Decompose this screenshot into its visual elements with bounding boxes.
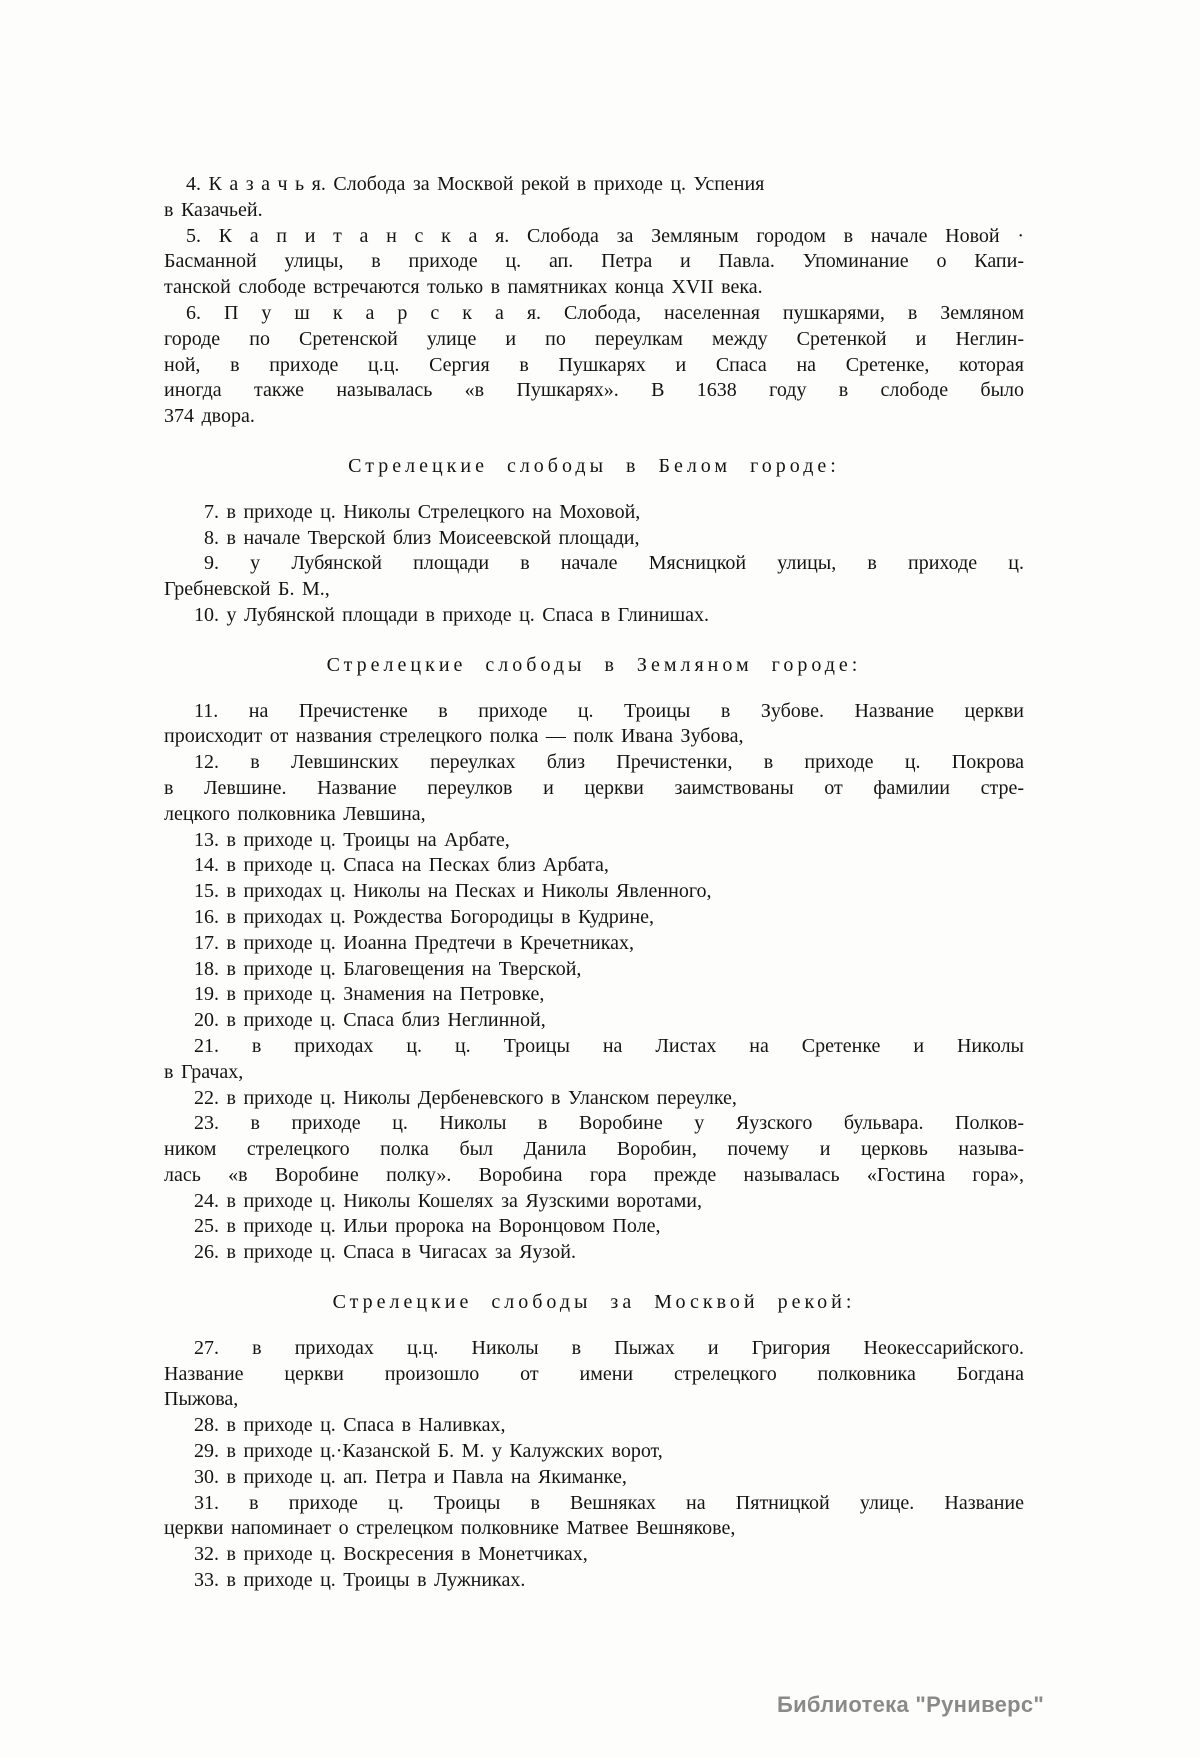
paragraph [164,1465,1024,1491]
text-line: лась «в Воробине полку». Воробина гора прежде называлась «Гостина гора», [164,1163,1024,1186]
text-line: 24. в приходе ц. Николы Кошелях за Яузскими воротами, [194,1189,703,1212]
paragraph [164,1240,1024,1266]
paragraph [164,224,1024,301]
text-line: танской слободе встречаются только в памятниках конца XVII века. [164,276,763,299]
text-line: 5. К а п и т а н с к а я. Слобода за Земляным городом в начале Новой · [186,224,1024,247]
paragraph [164,699,1024,751]
paragraph [164,828,1024,854]
text-line: 374 двора. [164,405,255,428]
text-line: 12. в Левшинских переулках близ Пречистенки, в приходе ц. Покрова [194,751,1024,774]
section-heading: Стрелецкие слободы в Земляном городе: [326,653,862,676]
text-line: городе по Сретенской улице и по переулкам между Сретенкой и Неглин- [164,327,1024,350]
paragraph [164,1008,1024,1034]
text-line: лецкого полковника Левшина, [164,802,426,825]
text-line: 25. в приходе ц. Ильи пророка на Воронцовом Поле, [194,1215,661,1238]
paragraph [164,172,1024,224]
text-line: 17. в приходе ц. Иоанна Предтечи в Кречетниках, [194,931,635,954]
text-line: 10. у Лубянской площади в приходе ц. Спаса в Глинишах. [194,603,710,626]
text-line: 13. в приходе ц. Троицы на Арбате, [194,828,510,851]
text-line: в Левшине. Название переулков и церкви заимствованы от фамилии стре- [164,776,1024,799]
paragraph [164,1491,1024,1543]
paragraph [164,982,1024,1008]
text-line: ником стрелецкого полка был Данила Воробин, почему и церковь называ- [164,1138,1024,1161]
paragraph [164,1111,1024,1188]
library-watermark: Библиотека "Руниверс" [777,1692,1045,1717]
text-line: 20. в приходе ц. Спаса близ Неглинной, [194,1009,546,1032]
text-line: 16. в приходах ц. Рождества Богородицы в Кудрине, [194,905,655,928]
text-line: 21. в приходах ц. ц. Троицы на Листах на Сретенке и Николы [194,1034,1024,1057]
paragraph [164,1568,1024,1594]
text-line: 18. в приходе ц. Благовещения на Тверской, [194,957,582,980]
paragraph [164,1336,1024,1413]
text-line: 31. в приходе ц. Троицы в Вешняках на Пятницкой улице. Название [194,1491,1024,1514]
text-line: церкви напоминает о стрелецком полковнике Матвее Вешнякове, [164,1517,736,1540]
text-column [164,172,1024,1594]
paragraph [164,1439,1024,1465]
text-line: Басманной улицы, в приходе ц. ап. Петра и Павла. Упоминание о Капи- [164,250,1024,273]
text-line: 9. у Лубянской площади в начале Мясницкой улицы, в приходе ц. [204,552,1024,575]
text-line: Название церкви произошло от имени стрелецкого полковника Богдана [164,1362,1024,1385]
paragraph [164,853,1024,879]
text-line: 23. в приходе ц. Николы в Воробине у Яузского бульвара. Полков- [194,1112,1024,1135]
paragraph [164,1086,1024,1112]
text-line: 8. в начале Тверской близ Моисеевской площади, [204,526,640,549]
text-line: 30. в приходе ц. ап. Петра и Павла на Якиманке, [194,1465,627,1488]
text-line: 28. в приходе ц. Спаса в Наливках, [194,1414,506,1437]
paragraph [164,905,1024,931]
paragraph [164,551,1024,603]
paragraph [164,301,1024,430]
text-line: 6. П у ш к а р с к а я. Слобода, населенная пушкарями, в Земляном [186,301,1024,324]
text-line: ной, в приходе ц.ц. Сергия в Пушкарях и Спаса на Сретенке, которая [164,353,1024,376]
text-line: происходит от названия стрелецкого полка — полк Ивана Зубова, [164,725,744,748]
text-line: 33. в приходе ц. Троицы в Лужниках. [194,1569,526,1592]
text-line: в Грачах, [164,1060,244,1083]
text-line: 11. на Пречистенке в приходе ц. Троицы в Зубове. Название церкви [194,699,1024,722]
text-line: 15. в приходах ц. Николы на Песках и Николы Явленного, [194,880,712,903]
paragraph [164,931,1024,957]
text-line: 32. в приходе ц. Воскресения в Монетчиках, [194,1543,588,1566]
section-heading: Стрелецкие слободы в Белом городе: [348,454,840,477]
text-line: Пыжова, [164,1388,239,1411]
text-line: 29. в приходе ц.·Казанской Б. М. у Калужских ворот, [194,1440,663,1463]
paragraph [164,1034,1024,1086]
text-line: в Казачьей. [164,198,263,221]
paragraph [164,957,1024,983]
paragraph [164,500,1024,526]
text-line: 26. в приходе ц. Спаса в Чигасах за Яузой. [194,1241,577,1264]
paragraph [164,1413,1024,1439]
paragraph [164,750,1024,827]
text-line: 7. в приходе ц. Николы Стрелецкого на Моховой, [204,500,641,523]
paragraph [164,1214,1024,1240]
paragraph [164,526,1024,552]
paragraph [164,603,1024,629]
paragraph [164,1542,1024,1568]
text-line: 14. в приходе ц. Спаса на Песках близ Арбата, [194,854,609,877]
text-line: 4. К а з а ч ь я. Слобода за Москвой рекой в приходе ц. Успения [186,173,765,195]
text-line: Гребневской Б. М., [164,578,330,601]
text-line: 27. в приходах ц.ц. Николы в Пыжах и Григория Неокессарийского. [194,1336,1024,1359]
section-heading: Стрелецкие слободы за Москвой рекой: [332,1291,856,1314]
paragraph [164,1189,1024,1215]
text-line: иногда также называлась «в Пушкарях». В 1638 году в слободе было [164,379,1024,402]
text-line: 22. в приходе ц. Николы Дербеневского в Уланском переулке, [194,1086,737,1109]
text-line: 19. в приходе ц. Знамения на Петровке, [194,983,545,1006]
paragraph [164,879,1024,905]
